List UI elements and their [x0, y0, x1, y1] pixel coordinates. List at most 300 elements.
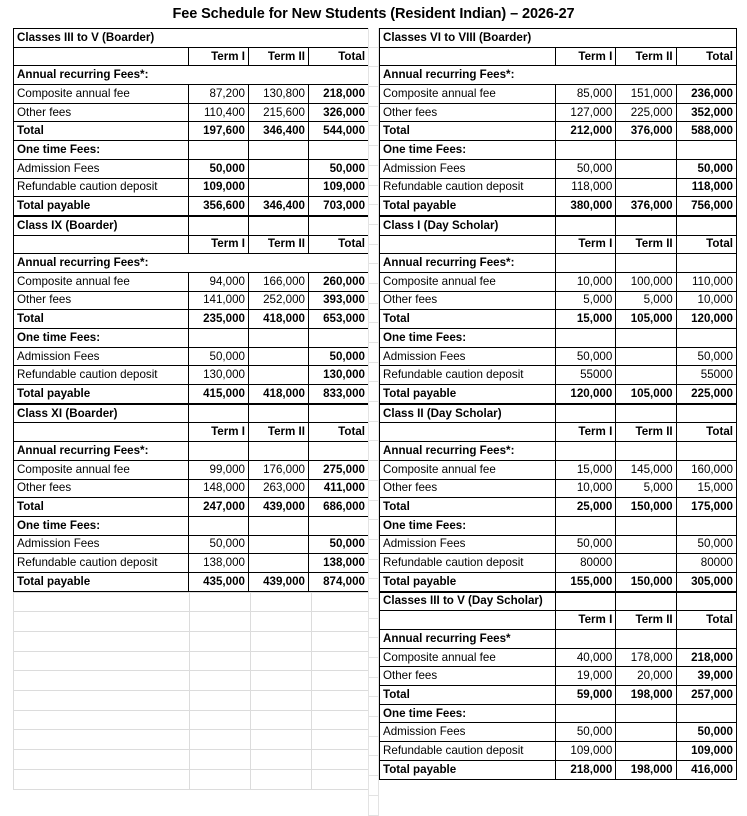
total-payable-total: 225,000 [676, 385, 736, 404]
cell-total: 118,000 [676, 178, 736, 197]
table-row [14, 159, 369, 178]
row-label: Composite annual fee [14, 85, 189, 104]
row-label: Other fees [380, 479, 556, 498]
cell-total: 218,000 [309, 85, 369, 104]
cell-term2: 418,000 [249, 310, 309, 329]
cell-total: 80000 [676, 554, 736, 573]
table-title: Class II (Day Scholar) [380, 404, 556, 423]
cell-total: 653,000 [309, 310, 369, 329]
fee-table-classes-6-to-8-boarder [379, 28, 737, 216]
cell-term1: 235,000 [189, 310, 249, 329]
table-row [380, 686, 737, 705]
spacer-row [369, 598, 379, 618]
column-header-blank [380, 235, 556, 254]
table-title-row [14, 216, 369, 235]
column-header-row [380, 235, 737, 254]
row-label: Refundable caution deposit [380, 742, 556, 761]
fee-table-classes-3-to-5-day-scholar [379, 592, 737, 780]
column-header-total: Total [309, 423, 369, 442]
row-label: Refundable caution deposit [14, 178, 189, 197]
spacer-row [369, 795, 379, 815]
section-header-row-annual [14, 66, 369, 85]
total-payable-row [380, 197, 737, 216]
empty-cell [249, 516, 309, 535]
spacer-row [369, 224, 379, 244]
section-label-annual-recurring: Annual recurring Fees*: [14, 442, 189, 461]
blank-cell [190, 730, 251, 750]
table-row [380, 366, 737, 385]
total-payable-term2: 346,400 [249, 197, 309, 216]
cell-term1: 10,000 [555, 272, 615, 291]
spacer-cell [369, 47, 379, 67]
cell-total: 326,000 [309, 103, 369, 122]
table-row [380, 723, 737, 742]
spacer-row [369, 697, 379, 717]
empty-cell [555, 704, 615, 723]
cell-total: 138,000 [309, 554, 369, 573]
row-label: Composite annual fee [380, 460, 556, 479]
spacer-cell [369, 500, 379, 520]
empty-cell [616, 630, 676, 649]
cell-term2: 225,000 [616, 103, 676, 122]
row-label: Total [380, 122, 556, 141]
cell-term1: 59,000 [555, 686, 615, 705]
empty-cell [616, 404, 676, 423]
spacer-grid [368, 28, 379, 816]
column-header-total: Total [676, 611, 736, 630]
cell-term2: 151,000 [616, 85, 676, 104]
table-row [380, 479, 737, 498]
spacer-row [369, 480, 379, 500]
spacer-cell [369, 67, 379, 87]
spacer-column [368, 28, 379, 816]
empty-cell [249, 329, 309, 348]
cell-total: 50,000 [676, 159, 736, 178]
spacer-row [369, 618, 379, 638]
row-label: Refundable caution deposit [380, 366, 556, 385]
empty-cell [616, 254, 676, 273]
cell-term2 [616, 742, 676, 761]
table-row [380, 554, 737, 573]
column-header-blank [380, 47, 556, 66]
blank-cell [251, 592, 312, 612]
cell-term1: 109,000 [555, 742, 615, 761]
column-header-row [14, 235, 369, 254]
table-row [380, 103, 737, 122]
spacer-cell [369, 146, 379, 166]
blank-cell [251, 632, 312, 652]
spacer-cell [369, 480, 379, 500]
total-payable-label: Total payable [380, 197, 556, 216]
spacer-cell [369, 579, 379, 599]
section-header-row-onetime [14, 141, 369, 160]
cell-term2: 376,000 [616, 122, 676, 141]
cell-term2: 198,000 [616, 686, 676, 705]
table-row [380, 159, 737, 178]
cell-term1: 118,000 [555, 178, 615, 197]
table-row [380, 742, 737, 761]
table-row [14, 122, 369, 141]
empty-cell [676, 442, 736, 461]
row-label: Refundable caution deposit [14, 366, 189, 385]
blank-row [14, 769, 373, 789]
spacer-cell [369, 224, 379, 244]
section-header-row-onetime [14, 516, 369, 535]
table-row [14, 272, 369, 291]
section-header-row-onetime [380, 329, 737, 348]
cell-term2: 252,000 [249, 291, 309, 310]
blank-cell [14, 750, 190, 770]
table-title-row [14, 29, 369, 48]
empty-cell [616, 329, 676, 348]
blank-cell [190, 691, 251, 711]
table-row [380, 310, 737, 329]
cell-total: 175,000 [676, 498, 736, 517]
total-payable-term2: 376,000 [616, 197, 676, 216]
cell-term1: 80000 [555, 554, 615, 573]
row-label: Admission Fees [14, 159, 189, 178]
row-label: Refundable caution deposit [14, 554, 189, 573]
section-header-row-annual [380, 442, 737, 461]
cell-term1: 197,600 [189, 122, 249, 141]
total-payable-term1: 120,000 [555, 385, 615, 404]
column-header-term1: Term I [555, 47, 615, 66]
row-label: Composite annual fee [380, 272, 556, 291]
spacer-row [369, 421, 379, 441]
spacer-cell [369, 658, 379, 678]
cell-total: 39,000 [676, 667, 736, 686]
spacer-row [369, 165, 379, 185]
spacer-cell [369, 776, 379, 796]
table-row [14, 554, 369, 573]
empty-cell [616, 704, 676, 723]
spacer-row [369, 323, 379, 343]
blank-cell [190, 612, 251, 632]
blank-cell [251, 671, 312, 691]
spacer-cell [369, 618, 379, 638]
blank-cell [14, 651, 190, 671]
spreadsheet-area [0, 28, 747, 816]
fee-table-class-9-boarder [13, 216, 369, 404]
total-payable-row [14, 385, 369, 404]
spacer-row [369, 283, 379, 303]
empty-cell [309, 216, 369, 235]
table-row [14, 291, 369, 310]
column-header-blank [380, 611, 556, 630]
spacer-cell [369, 421, 379, 441]
total-payable-label: Total payable [380, 385, 556, 404]
blank-row [14, 651, 373, 671]
empty-cell [676, 216, 736, 235]
table-title-row [380, 592, 737, 611]
section-header-row-annual [14, 254, 369, 273]
section-header-row-onetime [380, 516, 737, 535]
blank-row [14, 612, 373, 632]
row-label: Composite annual fee [380, 85, 556, 104]
spacer-cell [369, 283, 379, 303]
cell-term1: 50,000 [189, 347, 249, 366]
cell-total: 10,000 [676, 291, 736, 310]
spacer-row [369, 87, 379, 107]
blank-cell [14, 710, 190, 730]
blank-cell [14, 691, 190, 711]
empty-cell [555, 592, 615, 611]
cell-term1: 247,000 [189, 498, 249, 517]
table-row [14, 460, 369, 479]
column-header-term2: Term II [616, 423, 676, 442]
table-row [14, 347, 369, 366]
table-row [380, 667, 737, 686]
row-label: Composite annual fee [14, 272, 189, 291]
cell-term2: 105,000 [616, 310, 676, 329]
cell-term2 [249, 535, 309, 554]
row-label: Admission Fees [14, 535, 189, 554]
total-payable-term2: 198,000 [616, 760, 676, 779]
cell-total: 393,000 [309, 291, 369, 310]
column-header-term1: Term I [189, 47, 249, 66]
blank-row [14, 691, 373, 711]
empty-cell [616, 442, 676, 461]
cell-total: 109,000 [676, 742, 736, 761]
column-header-term1: Term I [189, 235, 249, 254]
empty-cell [309, 442, 369, 461]
cell-total: 55000 [676, 366, 736, 385]
row-label: Admission Fees [380, 347, 556, 366]
table-row [380, 272, 737, 291]
spacer-row [369, 28, 379, 47]
cell-term1: 40,000 [555, 648, 615, 667]
spacer-row [369, 106, 379, 126]
column-header-blank [380, 423, 556, 442]
cell-term2 [616, 178, 676, 197]
table-row [380, 498, 737, 517]
cell-term1: 138,000 [189, 554, 249, 573]
spacer-cell [369, 402, 379, 422]
column-header-row [14, 47, 369, 66]
column-header-term2: Term II [249, 47, 309, 66]
cell-term1: 19,000 [555, 667, 615, 686]
table-row [380, 460, 737, 479]
blank-cell [14, 730, 190, 750]
blank-cell [312, 592, 373, 612]
blank-cell [190, 769, 251, 789]
total-payable-row [14, 572, 369, 591]
cell-term1: 15,000 [555, 460, 615, 479]
table-row [14, 498, 369, 517]
cell-term2: 346,400 [249, 122, 309, 141]
spacer-row [369, 343, 379, 363]
cell-term2: 263,000 [249, 479, 309, 498]
total-payable-term2: 418,000 [249, 385, 309, 404]
empty-cell [249, 404, 309, 423]
table-title: Classes VI to VIII (Boarder) [380, 29, 737, 48]
table-title: Class IX (Boarder) [14, 216, 189, 235]
empty-cell [189, 404, 249, 423]
table-title: Class I (Day Scholar) [380, 216, 556, 235]
blank-cell [190, 710, 251, 730]
row-label: Total [14, 498, 189, 517]
spacer-cell [369, 677, 379, 697]
total-payable-label: Total payable [14, 385, 189, 404]
empty-cell [676, 516, 736, 535]
spacer-cell [369, 362, 379, 382]
section-label-one-time: One time Fees: [14, 141, 189, 160]
cell-total: 160,000 [676, 460, 736, 479]
column-header-total: Total [676, 235, 736, 254]
blank-cell [14, 632, 190, 652]
section-header-row-annual [380, 630, 737, 649]
total-payable-term1: 435,000 [189, 572, 249, 591]
empty-cell [676, 254, 736, 273]
blank-cell [190, 592, 251, 612]
spacer-cell [369, 264, 379, 284]
blank-cell [251, 750, 312, 770]
empty-cell [555, 442, 615, 461]
cell-total: 109,000 [309, 178, 369, 197]
spacer-cell [369, 441, 379, 461]
blank-cell [251, 730, 312, 750]
cell-term1: 85,000 [555, 85, 615, 104]
spacer-row [369, 264, 379, 284]
cell-term2 [249, 347, 309, 366]
cell-term1: 15,000 [555, 310, 615, 329]
column-header-row [380, 611, 737, 630]
spacer-row [369, 539, 379, 559]
cell-total: 257,000 [676, 686, 736, 705]
empty-cell [189, 141, 249, 160]
cell-total: 588,000 [676, 122, 736, 141]
section-label-one-time: One time Fees: [14, 329, 189, 348]
total-payable-label: Total payable [380, 572, 556, 591]
spacer-cell [369, 303, 379, 323]
table-title-row [380, 29, 737, 48]
row-label: Admission Fees [14, 347, 189, 366]
table-row [14, 479, 369, 498]
empty-cell [309, 516, 369, 535]
row-label: Total [380, 310, 556, 329]
column-header-total: Total [309, 47, 369, 66]
section-header-row-onetime [380, 704, 737, 723]
spacer-row [369, 736, 379, 756]
empty-cell [616, 216, 676, 235]
table-title: Classes III to V (Boarder) [14, 29, 369, 48]
total-payable-label: Total payable [14, 197, 189, 216]
cell-term1: 50,000 [189, 535, 249, 554]
empty-cell [676, 329, 736, 348]
blank-cell [251, 651, 312, 671]
table-title-row [14, 404, 369, 423]
blank-cell [190, 651, 251, 671]
cell-term1: 212,000 [555, 122, 615, 141]
cell-term2: 5,000 [616, 479, 676, 498]
spacer-row [369, 638, 379, 658]
cell-term1: 109,000 [189, 178, 249, 197]
total-payable-total: 305,000 [676, 572, 736, 591]
cell-term1: 94,000 [189, 272, 249, 291]
cell-term2 [616, 535, 676, 554]
cell-total: 15,000 [676, 479, 736, 498]
table-title: Classes III to V (Day Scholar) [380, 592, 556, 611]
column-header-term2: Term II [249, 235, 309, 254]
column-header-term2: Term II [616, 611, 676, 630]
column-header-term1: Term I [555, 235, 615, 254]
spacer-row [369, 402, 379, 422]
cell-total: 544,000 [309, 122, 369, 141]
section-label-annual-recurring: Annual recurring Fees*: [14, 254, 369, 273]
spacer-cell [369, 106, 379, 126]
total-payable-total: 833,000 [309, 385, 369, 404]
fee-table-classes-3-to-5-boarder [13, 28, 369, 216]
table-row [14, 178, 369, 197]
total-payable-row [380, 760, 737, 779]
blank-cell [14, 612, 190, 632]
section-header-row-onetime [380, 141, 737, 160]
right-table-column [379, 28, 737, 780]
cell-term1: 50,000 [189, 159, 249, 178]
fee-table-class-1-day-scholar [379, 216, 737, 404]
row-label: Other fees [14, 291, 189, 310]
column-header-term2: Term II [616, 235, 676, 254]
column-header-term1: Term I [189, 423, 249, 442]
cell-term2 [616, 347, 676, 366]
spacer-cell [369, 382, 379, 402]
page-title: Fee Schedule for New Students (Resident Indian) – 2026-27 [172, 6, 575, 22]
cell-term2 [249, 554, 309, 573]
spacer-row [369, 520, 379, 540]
cell-term1: 10,000 [555, 479, 615, 498]
cell-term1: 25,000 [555, 498, 615, 517]
table-title-row [380, 216, 737, 235]
spacer-row [369, 559, 379, 579]
spacer-row [369, 500, 379, 520]
spacer-cell [369, 165, 379, 185]
row-label: Composite annual fee [380, 648, 556, 667]
blank-grid-rows [13, 592, 373, 790]
cell-term1: 50,000 [555, 535, 615, 554]
spacer-row [369, 677, 379, 697]
empty-cell [676, 592, 736, 611]
cell-term1: 130,000 [189, 366, 249, 385]
blank-row [14, 671, 373, 691]
table-row [380, 291, 737, 310]
cell-term2: 20,000 [616, 667, 676, 686]
section-label-annual-recurring: Annual recurring Fees* [380, 630, 556, 649]
table-row [380, 648, 737, 667]
column-header-total: Total [309, 235, 369, 254]
empty-cell [555, 516, 615, 535]
blank-cell [190, 750, 251, 770]
row-label: Admission Fees [380, 723, 556, 742]
column-header-term1: Term I [555, 611, 615, 630]
section-label-annual-recurring: Annual recurring Fees*: [380, 66, 737, 85]
total-payable-term1: 218,000 [555, 760, 615, 779]
cell-total: 110,000 [676, 272, 736, 291]
table-row [14, 535, 369, 554]
table-row [14, 103, 369, 122]
total-payable-term2: 150,000 [616, 572, 676, 591]
row-label: Admission Fees [380, 159, 556, 178]
section-label-one-time: One time Fees: [380, 329, 556, 348]
empty-cell [249, 216, 309, 235]
cell-total: 50,000 [676, 347, 736, 366]
cell-term2 [616, 159, 676, 178]
row-label: Other fees [380, 103, 556, 122]
spacer-cell [369, 87, 379, 107]
column-header-blank [14, 47, 189, 66]
row-label: Admission Fees [380, 535, 556, 554]
empty-cell [676, 141, 736, 160]
blank-cell [14, 769, 190, 789]
